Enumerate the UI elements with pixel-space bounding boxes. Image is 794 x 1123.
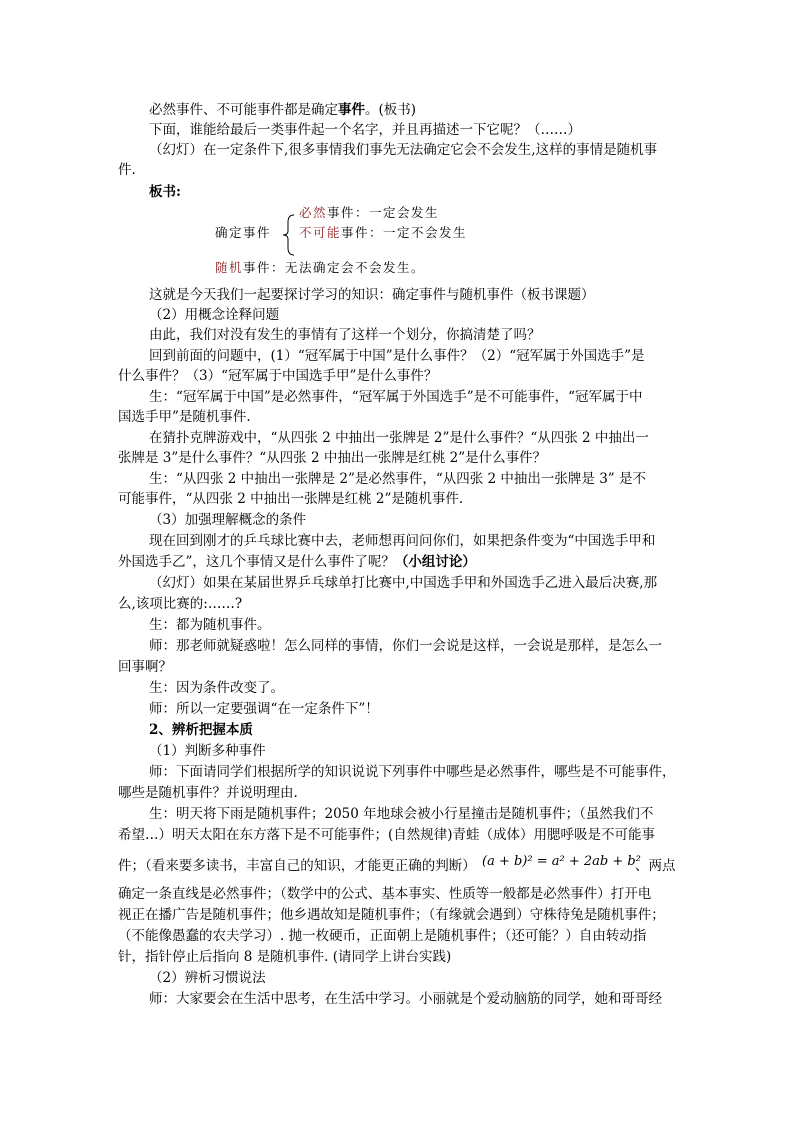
text-line: 希望…）明天太阳在东方落下是不可能事件；(自然规律)青蛙（成体）用腮呼吸是不可能事	[118, 827, 656, 843]
diagram-sure-label: 确定事件	[215, 225, 272, 240]
text-line: 回到前面的问题中，(1）“冠军属于中国”是什么事件？（2）“冠军属于外国选手”是	[149, 348, 645, 364]
text-line: 张牌是 3”是什么事件？“从四张 2 中抽出一张牌是红桃 2”是什么事件？	[118, 450, 547, 466]
text-line: 由此，我们对没有发生的事情有了这样一个划分，你搞清楚了吗？	[149, 327, 541, 343]
brace-icon	[282, 214, 296, 256]
text-line: 确定一条直线是必然事件；（数学中的公式、基本事实、性质等一般都是必然事件）打开电	[118, 886, 652, 902]
text-line: 生：明天将下雨是随机事件；2050 年地球会被小行星撞击是随机事件；（虽然我们不	[149, 806, 654, 822]
text-line: 、两点	[635, 858, 676, 874]
section-heading: 2、辨析把握本质	[149, 722, 253, 738]
text-line: 件；（看来要多读书，丰富自己的知识，才能更正确的判断）	[118, 858, 476, 874]
diagram-certain-event: 必然事件：一定会发生	[299, 205, 440, 220]
text-line: 师：下面请同学们根据所学的知识说说下列事件中哪些是必然事件，哪些是不可能事件，	[149, 764, 676, 780]
formula: (a + b)² = a² + 2ab + b²	[482, 854, 641, 869]
text-line: 师：那老师就疑惑啦！怎么同样的事情，你们一会说是这样，一会说是那样，是怎么一	[149, 638, 662, 654]
text-line: 么,该项比赛的:……?	[118, 596, 243, 612]
text-line: 生：因为条件改变了。	[149, 680, 284, 696]
text-line: 可能事件，“从四张 2 中抽出一张牌是红桃 2”是随机事件.	[118, 491, 464, 507]
text-line: （幻灯）如果在某届世界乒乓球单打比赛中,中国选手甲和外国选手乙进入最后决赛,那	[149, 575, 658, 591]
text-line: （2）用概念诠释问题	[149, 307, 280, 323]
text-line: 外国选手乙”，这几个事情又是什么事件了呢？（小组讨论）	[118, 554, 476, 570]
text-line: （2）辨析习惯说法	[149, 970, 266, 986]
text-line: （幻灯）在一定条件下,很多事情我们事先无法确定它会不会发生,这样的事情是随机事	[149, 142, 658, 158]
diagram-random-event: 随机事件：无法确定会不会发生。	[215, 260, 426, 275]
board-heading: 板书:	[149, 184, 181, 200]
text-line: 国选手甲”是随机事件.	[118, 409, 251, 425]
text-line: 生：都为随机事件。	[149, 617, 271, 633]
text-line: 件.	[118, 162, 136, 178]
text-line: 师：所以一定要强调“在一定条件下”！	[149, 701, 379, 717]
diagram-impossible-event: 不可能事件：一定不会发生	[299, 225, 468, 240]
text-line: 现在回到刚才的乒乓球比赛中去，老师想再问问你们，如果把条件变为“中国选手甲和	[149, 533, 656, 549]
text-line: 针，指针停止后指向 8 是随机事件. (请同学上讲台实践)	[118, 949, 452, 965]
text-line: 什么事件？（3）“冠军属于中国选手甲”是什么事件？	[118, 368, 438, 384]
text-line: （3）加强理解概念的条件	[149, 512, 307, 528]
text-line: 视正在播广告是随机事件；他乡遇故知是随机事件；（有缘就会遇到）守株待兔是随机事件；	[118, 907, 665, 923]
text-line: 这就是今天我们一起要探讨学习的知识：确定事件与随机事件（板书课题）	[149, 287, 595, 303]
text-line: 生：“从四张 2 中抽出一张牌是 2”是必然事件，“从四张 2 中抽出一张牌是 3” 是不	[149, 471, 647, 487]
text-line: 哪些是随机事件？并说明理由.	[118, 785, 298, 801]
text-line: （1）判断多种事件	[149, 743, 266, 759]
text-line: （不能像愚蠢的农夫学习）. 抛一枚硬币，正面朝上是随机事件；（还可能？）自由转动指	[118, 928, 647, 944]
text-line: 师：大家要会在生活中思考，在生活中学习。小丽就是个爱动脑筋的同学，她和哥哥经	[149, 991, 662, 1007]
text-line: 生：“冠军属于中国”是必然事件，“冠军属于外国选手”是不可能事件，“冠军属于中	[149, 389, 643, 405]
text-line: 下面，谁能给最后一类事件起一个名字，并且再描述一下它呢？（……）	[149, 122, 581, 138]
text-line: 在猜扑克牌游戏中，“从四张 2 中抽出一张牌是 2”是什么事件？“从四张 2 中抽出一	[149, 430, 649, 446]
text-line: 必然事件、不可能事件都是确定事件。(板书)	[149, 102, 417, 118]
text-line: 回事啊？	[118, 659, 172, 675]
